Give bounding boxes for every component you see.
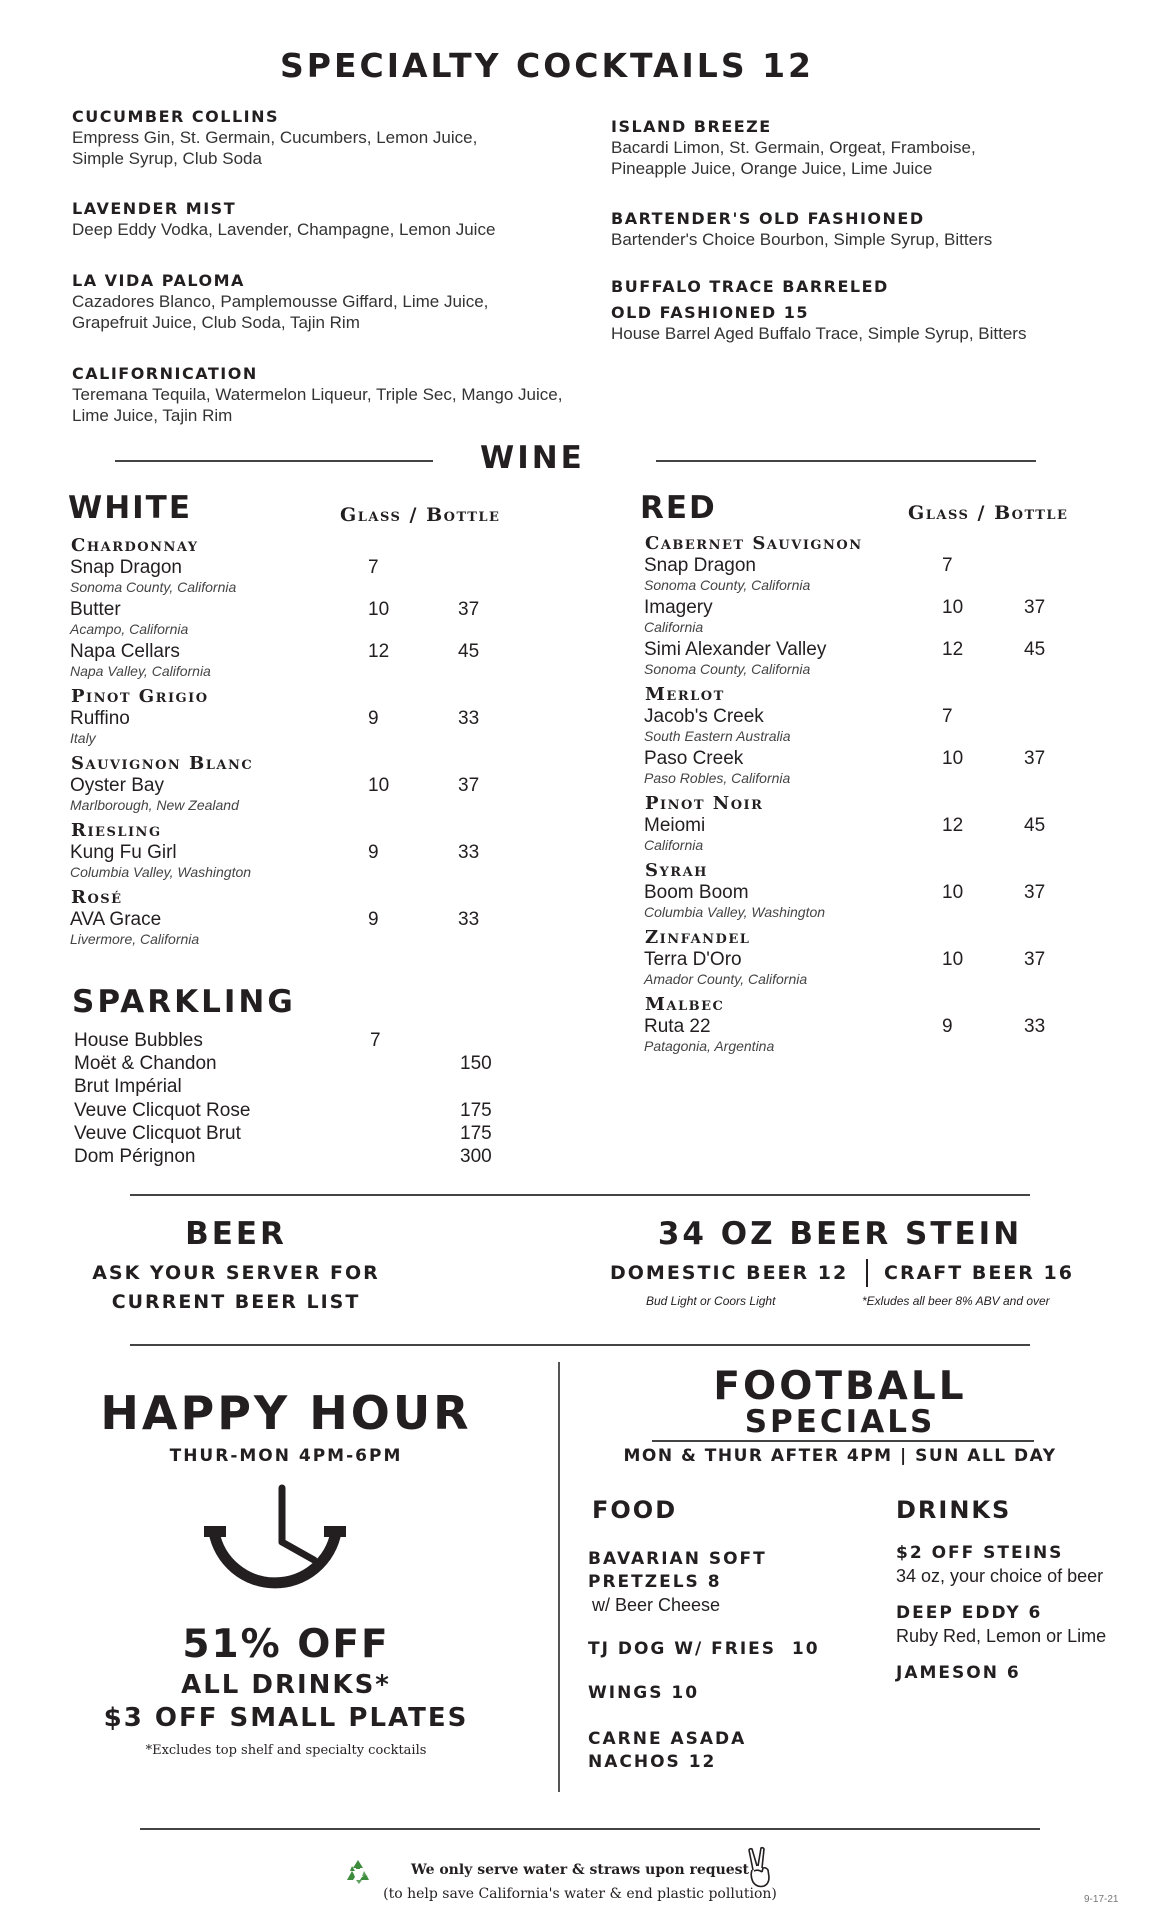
wine-bottle-price: 33	[1024, 1016, 1046, 1037]
wine-title: WINE	[480, 440, 585, 476]
sparkling-name: Brut Impérial	[74, 1076, 182, 1098]
footer-line2: (to help save California's water & end plastic pollution)	[383, 1886, 777, 1902]
happy-hour-title: HAPPY HOUR	[100, 1386, 472, 1440]
happy-hour-plates: $3 OFF SMALL PLATES	[103, 1703, 469, 1733]
sparkling-bottle-price: 300	[460, 1146, 492, 1167]
footer-date: 9-17-21	[1084, 1894, 1119, 1905]
cocktail-description: Bacardi Limon, St. Germain, Orgeat, Framboise,	[611, 138, 976, 157]
beer-line1: ASK YOUR SERVER FOR	[92, 1262, 380, 1284]
wine-location: Sonoma County, California	[70, 579, 237, 595]
drink-item	[896, 1662, 1146, 1685]
wine-rule-right	[656, 460, 1036, 462]
wine-location: Paso Robles, California	[644, 770, 791, 786]
wine-location: Italy	[70, 730, 96, 746]
cocktails-title: SPECIALTY COCKTAILS 12	[279, 46, 815, 85]
wine-glass-price: 10	[368, 775, 390, 796]
drink-item-note: Ruby Red, Lemon or Lime	[896, 1626, 1107, 1646]
wine-bottle-price: 33	[458, 708, 480, 729]
food-item-line1: BAVARIAN SOFT	[588, 1549, 767, 1569]
sparkling-bottle-price: 175	[460, 1122, 492, 1144]
sparkling-name: Moët & Chandon	[74, 1053, 217, 1075]
cocktail-name: CUCUMBER COLLINS	[72, 107, 280, 126]
wine-varietal: Rosé	[71, 887, 123, 908]
happy-hour-note: *Excludes top shelf and specialty cocktails	[145, 1743, 427, 1758]
wine-varietal: Merlot	[645, 684, 725, 705]
food-item-note: w/ Beer Cheese	[592, 1595, 721, 1615]
domestic-note: Bud Light or Coors Light	[646, 1294, 776, 1308]
wine-varietal: Malbec	[645, 994, 725, 1015]
cocktail-item	[611, 276, 1111, 344]
wine-varietal: Pinot Noir	[645, 793, 764, 814]
wine-name: Paso Creek	[644, 748, 744, 769]
wine-location: Columbia Valley, Washington	[70, 864, 252, 880]
cocktail-name: LA VIDA PALOMA	[72, 271, 245, 290]
wine-location: Patagonia, Argentina	[644, 1038, 775, 1054]
wine-bottle-price: 45	[458, 641, 480, 662]
sparkling-bottle-price: 175	[460, 1099, 492, 1121]
wine-name: Simi Alexander Valley	[644, 639, 827, 660]
beer-line2: CURRENT BEER LIST	[111, 1291, 361, 1313]
wine-name: Kung Fu Girl	[70, 842, 177, 863]
wine-glass-price: 10	[942, 949, 964, 970]
wine-glass-price: 10	[942, 882, 964, 903]
happy-hour-drinks: ALL DRINKS*	[181, 1670, 391, 1700]
sparkling-name: Dom Pérignon	[74, 1146, 196, 1167]
wine-location: California	[644, 619, 704, 635]
drink-item-name: JAMESON 6	[896, 1663, 1021, 1683]
domestic-beer: DOMESTIC BEER 12	[610, 1262, 849, 1284]
wine-location: California	[644, 837, 704, 853]
red-glass-bottle-header: Glass / Bottle	[908, 502, 1069, 524]
football-specials: SPECIALS	[744, 1404, 936, 1440]
food-item	[588, 1728, 888, 1774]
cocktail-description: Bartender's Choice Bourbon, Simple Syrup, Bitters	[611, 230, 993, 249]
wine-location: Marlborough, New Zealand	[70, 797, 239, 813]
wine-varietal: Syrah	[645, 860, 708, 881]
wine-bottle-price: 37	[1024, 949, 1046, 970]
cocktail-description-line2: Simple Syrup, Club Soda	[72, 149, 262, 168]
wine-location: South Eastern Australia	[644, 728, 791, 744]
food-item-line1: WINGS 10	[588, 1683, 700, 1703]
wine-name: Terra D'Oro	[644, 949, 742, 970]
wine-name: Oyster Bay	[70, 775, 164, 796]
wine-varietal: Cabernet Sauvignon	[645, 533, 863, 554]
cocktail-description: Teremana Tequila, Watermelon Liqueur, Triple Sec, Mango Juice,	[72, 385, 563, 404]
wine-name: Snap Dragon	[644, 555, 756, 576]
wine-bottle-price: 45	[1024, 815, 1046, 836]
wine-bottle-price: 37	[1024, 597, 1046, 618]
wine-varietal: Chardonnay	[71, 535, 199, 556]
sparkling-glass-price: 7	[370, 1030, 381, 1051]
wine-glass-price: 7	[942, 706, 953, 727]
stein-title: 34 OZ BEER STEIN	[657, 1216, 1023, 1252]
food-item-line2: NACHOS 12	[588, 1752, 717, 1772]
sparkling-name: Veuve Clicquot Rose	[74, 1099, 251, 1121]
beer-divider	[866, 1259, 868, 1287]
wine-bottle-price: 33	[458, 842, 480, 863]
sparkling-name: House Bubbles	[74, 1030, 203, 1051]
clock-icon	[200, 1480, 350, 1610]
food-title: FOOD	[592, 1496, 678, 1524]
food-item	[588, 1682, 888, 1705]
cocktail-description-line2: Lime Juice, Tajin Rim	[72, 406, 233, 425]
cocktail-description: Empress Gin, St. Germain, Cucumbers, Lemon Juice,	[72, 128, 478, 147]
white-wine-title: WHITE	[68, 490, 192, 526]
wine-name: AVA Grace	[70, 909, 162, 930]
wine-name: Meiomi	[644, 815, 706, 836]
wine-varietal: Sauvignon Blanc	[71, 753, 254, 774]
wine-name: Ruffino	[70, 708, 130, 729]
drink-item-name: DEEP EDDY 6	[896, 1603, 1043, 1623]
cocktail-item	[611, 208, 1111, 250]
wine-name: Ruta 22	[644, 1016, 711, 1037]
cocktail-name: ISLAND BREEZE	[611, 117, 772, 136]
wine-location: Amador County, California	[644, 971, 808, 987]
wine-bottle-price: 37	[1024, 882, 1046, 903]
cocktail-item	[72, 198, 612, 240]
sparkling-name: Veuve Clicquot Brut	[74, 1122, 241, 1144]
cocktail-item	[72, 363, 612, 426]
cocktail-description-line2: Pineapple Juice, Orange Juice, Lime Juice	[611, 159, 933, 178]
footer-line1: We only serve water & straws upon request	[410, 1862, 750, 1878]
food-item-line1: CARNE ASADA	[588, 1729, 747, 1749]
wine-glass-price: 10	[368, 599, 390, 620]
wine-varietal: Riesling	[71, 820, 162, 841]
wine-glass-price: 12	[942, 815, 964, 836]
cocktail-name: CALIFORNICATION	[72, 364, 258, 383]
wine-name: Snap Dragon	[70, 557, 182, 578]
red-wine-title: RED	[640, 490, 717, 526]
beer-rule-top	[130, 1194, 1030, 1196]
wine-glass-price: 7	[368, 557, 379, 578]
cocktail-name: BARTENDER'S OLD FASHIONED	[611, 209, 925, 228]
white-glass-bottle-header: Glass / Bottle	[340, 504, 501, 526]
football-title: FOOTBALL	[713, 1364, 967, 1409]
craft-note: *Exludes all beer 8% ABV and over	[862, 1294, 1050, 1308]
wine-bottle-price: 33	[458, 909, 480, 930]
wine-name: Butter	[70, 599, 121, 620]
food-item	[588, 1548, 888, 1616]
wine-glass-price: 9	[942, 1016, 953, 1037]
wine-location: Acampo, California	[70, 621, 189, 637]
drink-item	[896, 1542, 1146, 1587]
peace-hand-icon	[744, 1846, 774, 1890]
wine-location: Sonoma County, California	[644, 577, 811, 593]
wine-rule-left	[115, 460, 433, 462]
wine-bottle-price: 37	[458, 599, 480, 620]
happy-hour-days: THUR-MON 4PM-6PM	[169, 1446, 403, 1466]
football-times: MON & THUR AFTER 4PM | SUN ALL DAY	[623, 1446, 1057, 1466]
sparkling-bottle-price: 150	[460, 1053, 492, 1075]
wine-location: Napa Valley, California	[70, 663, 211, 679]
wine-location: Columbia Valley, Washington	[644, 904, 826, 920]
wine-varietal: Pinot Grigio	[71, 686, 209, 707]
wine-glass-price: 10	[942, 748, 964, 769]
food-item-line2: PRETZELS 8	[588, 1572, 722, 1592]
wine-glass-price: 9	[368, 708, 379, 729]
wine-glass-price: 9	[368, 842, 379, 863]
wine-location: Sonoma County, California	[644, 661, 811, 677]
cocktail-description: Deep Eddy Vodka, Lavender, Champagne, Lemon Juice	[72, 220, 496, 239]
cocktail-name-line2: OLD FASHIONED 15	[611, 303, 810, 322]
football-rule	[652, 1440, 1034, 1442]
wine-bottle-price: 37	[1024, 748, 1046, 769]
cocktail-description: House Barrel Aged Buffalo Trace, Simple Syrup, Bitters	[611, 324, 1027, 343]
drink-item	[896, 1602, 1146, 1647]
cocktail-item	[72, 106, 612, 169]
wine-name: Imagery	[644, 597, 713, 618]
wine-glass-price: 10	[942, 597, 964, 618]
wine-bottle-price: 37	[458, 775, 480, 796]
food-item	[588, 1638, 888, 1661]
drink-item-name: $2 OFF STEINS	[896, 1543, 1064, 1563]
cocktail-item	[72, 270, 612, 333]
beer-rule-bottom	[130, 1344, 1030, 1346]
food-item-line1: TJ DOG W/ FRIES 10	[588, 1639, 820, 1659]
wine-glass-price: 9	[368, 909, 379, 930]
cocktail-name: LAVENDER MIST	[72, 199, 237, 218]
cocktail-description: Cazadores Blanco, Pamplemousse Giffard, Lime Juice,	[72, 292, 489, 311]
beer-title: BEER	[185, 1216, 287, 1252]
cocktail-item	[611, 116, 1111, 179]
wine-glass-price: 7	[942, 555, 953, 576]
wine-name: Napa Cellars	[70, 641, 180, 662]
cocktail-name: BUFFALO TRACE BARRELED	[611, 277, 889, 296]
cocktail-description-line2: Grapefruit Juice, Club Soda, Tajin Rim	[72, 313, 360, 332]
wine-bottle-price: 45	[1024, 639, 1046, 660]
drinks-title: DRINKS	[896, 1496, 1012, 1524]
drink-item-note: 34 oz, your choice of beer	[896, 1566, 1104, 1586]
wine-glass-price: 12	[942, 639, 964, 660]
wine-name: Jacob's Creek	[644, 706, 764, 727]
footer-rule	[140, 1828, 1040, 1830]
wine-varietal: Zinfandel	[645, 927, 751, 948]
happy-hour-off: 51% OFF	[182, 1622, 390, 1667]
wine-name: Boom Boom	[644, 882, 749, 903]
craft-beer: CRAFT BEER 16	[884, 1262, 1074, 1284]
sparkling-title: SPARKLING	[72, 984, 296, 1020]
wine-location: Livermore, California	[70, 931, 200, 947]
wine-glass-price: 12	[368, 641, 390, 662]
